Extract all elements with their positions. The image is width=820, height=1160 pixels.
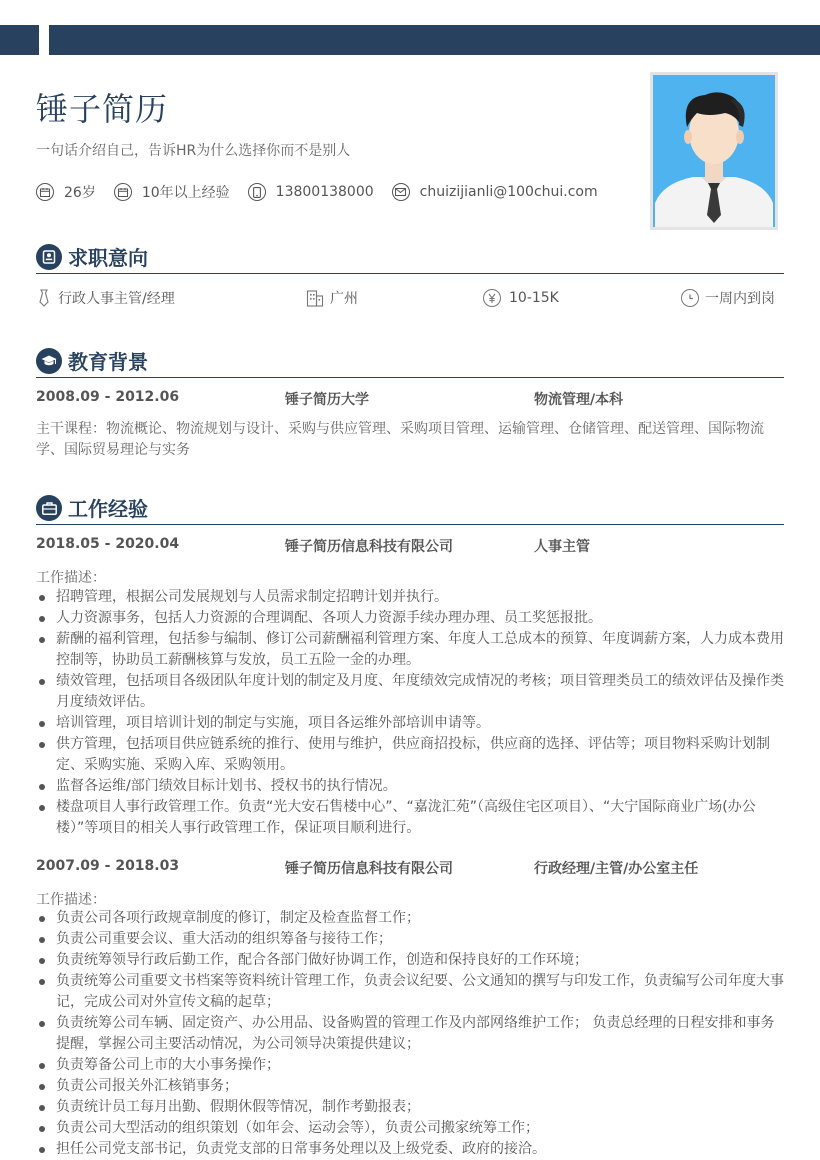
personal-info-row [36, 181, 616, 203]
experience-item [114, 182, 230, 202]
age-item [36, 182, 96, 202]
duty-item: 楼盘项目人事行政管理工作。负责“光大安石售楼中心”、“嘉泷汇苑”（高级住宅区项目）、“大宁国际商业广场(办公楼）”等项目的相关人事行政管理工作，保证项目顺利进行。 [36, 797, 786, 839]
duty-item: 负责筹备公司上市的大小事务操作； [36, 1055, 786, 1076]
job-role: 行政经理/主管/办公室主任 [534, 861, 699, 877]
edu-major: 物流管理/本科 [534, 392, 624, 408]
email-text: chuizijianli@100chui.com [419, 184, 598, 200]
calendar-icon [36, 183, 54, 201]
duty-item: 人力资源事务，包括人力资源的合理调配、各项人力资源手续办理办理、员工奖惩报批。 [36, 608, 786, 629]
header-accent-bar [49, 25, 820, 55]
section-title: 求职意向 [68, 246, 148, 270]
duty-item: 招聘管理，根据公司发展规划与人员需求制定招聘计划并执行。 [36, 587, 786, 608]
id-card-icon [36, 244, 62, 270]
graduation-cap-icon [36, 348, 62, 374]
position-text: 行政人事主管/经理 [58, 291, 175, 307]
duty-item: 负责统筹公司车辆、固定资产、办公用品、设备购置的管理工作及内部网络维护工作； 负责总经理的日程安排和事务提醒，掌握公司主要活动情况，为公司领导决策提供建议； [36, 1013, 786, 1055]
duty-item: 监督各运维/部门绩效目标计划书、授权书的执行情况。 [36, 776, 786, 797]
section-job-intent [36, 243, 784, 274]
job-duties-list [36, 587, 786, 839]
job-duties-list [36, 908, 786, 1160]
email-item [392, 183, 598, 201]
edu-courses: 主干课程：物流概论、物流规划与设计、采购与供应管理、采购项目管理、运输管理、仓储管理、配送管理、国际物流学、国际贸易理论与实务 [36, 421, 764, 458]
phone-icon [248, 183, 266, 201]
briefcase-icon [36, 495, 62, 521]
city-text: 广州 [330, 291, 358, 307]
profile-photo [650, 72, 778, 230]
job-role: 人事主管 [534, 539, 590, 555]
job-period: 2018.05 - 2020.04 [36, 536, 180, 552]
intent-city [306, 287, 358, 309]
duty-item: 负责公司报关外汇核销事务； [36, 1076, 786, 1097]
resume-name: 锤子简历 [36, 90, 169, 128]
intent-position [36, 287, 175, 309]
job-company: 锤子简历信息科技有限公司 [285, 861, 453, 877]
duty-item: 负责公司重要会议、重大活动的组织筹备与接待工作； [36, 929, 786, 950]
tie-icon [36, 289, 52, 307]
duty-item: 负责公司大型活动的组织策划（如年会、运动会等），负责公司搬家统筹工作； [36, 1118, 786, 1139]
tagline: 一句话介绍自己，告诉HR为什么选择你而不是别人 [36, 143, 351, 159]
section-title: 工作经验 [68, 497, 148, 521]
section-education [36, 347, 784, 378]
edu-school: 锤子简历大学 [285, 392, 369, 408]
duty-item: 负责统筹领导行政后勤工作，配合各部门做好协调工作，创造和保持良好的工作环境； [36, 950, 786, 971]
building-icon [306, 289, 324, 307]
section-title: 教育背景 [68, 350, 148, 374]
phone-item [248, 183, 374, 201]
intent-salary [483, 287, 559, 309]
duty-item: 绩效管理，包括项目各级团队年度计划的制定及月度、年度绩效完成情况的考核；项目管理类员工的绩效评估及操作类月度绩效评估。 [36, 671, 786, 713]
yuan-icon [483, 289, 501, 307]
section-work [36, 494, 784, 525]
header-accent-left [0, 25, 39, 55]
job-company: 锤子简历信息科技有限公司 [285, 539, 453, 555]
job-desc-label: 工作描述： [36, 892, 106, 908]
duty-item: 负责统计员工每月出勤、假期休假等情况，制作考勤报表； [36, 1097, 786, 1118]
job-period: 2007.09 - 2018.03 [36, 858, 180, 874]
job-desc-label: 工作描述： [36, 570, 106, 586]
salary-text: 10-15K [509, 290, 559, 306]
duty-item: 培训管理，项目培训计划的制定与实施，项目各运维外部培训申请等。 [36, 713, 786, 734]
calendar-icon [114, 183, 132, 201]
duty-item: 担任公司党支部书记，负责党支部的日常事务处理以及上级党委、政府的接洽。 [36, 1139, 786, 1160]
experience-text: 10年以上经验 [141, 185, 230, 201]
duty-item: 负责公司各项行政规章制度的修订，制定及检查监督工作； [36, 908, 786, 929]
duty-item: 供方管理，包括项目供应链系统的推行、使用与维护，供应商招投标，供应商的选择、评估等；项目物料采购计划制定、采购实施、采购入库、采购领用。 [36, 734, 786, 776]
age-text: 26岁 [64, 185, 96, 201]
availability-text: 一周内到岗 [705, 291, 775, 307]
duty-item: 薪酬的福利管理，包括参与编制、修订公司薪酬福利管理方案、年度人工总成本的预算、年度调薪方案，人力成本费用控制等，协助员工薪酬核算与发放，员工五险一金的办理。 [36, 629, 786, 671]
duty-item: 负责统筹公司重要文书档案等资料统计管理工作，负责会议纪要、公文通知的撰写与印发工作，负责编写公司年度大事记，完成公司对外宣传文稿的起草； [36, 971, 786, 1013]
clock-icon [681, 289, 699, 307]
email-icon [392, 183, 410, 201]
intent-availability [681, 287, 775, 309]
phone-text: 13800138000 [275, 184, 374, 200]
edu-period: 2008.09 - 2012.06 [36, 389, 180, 405]
